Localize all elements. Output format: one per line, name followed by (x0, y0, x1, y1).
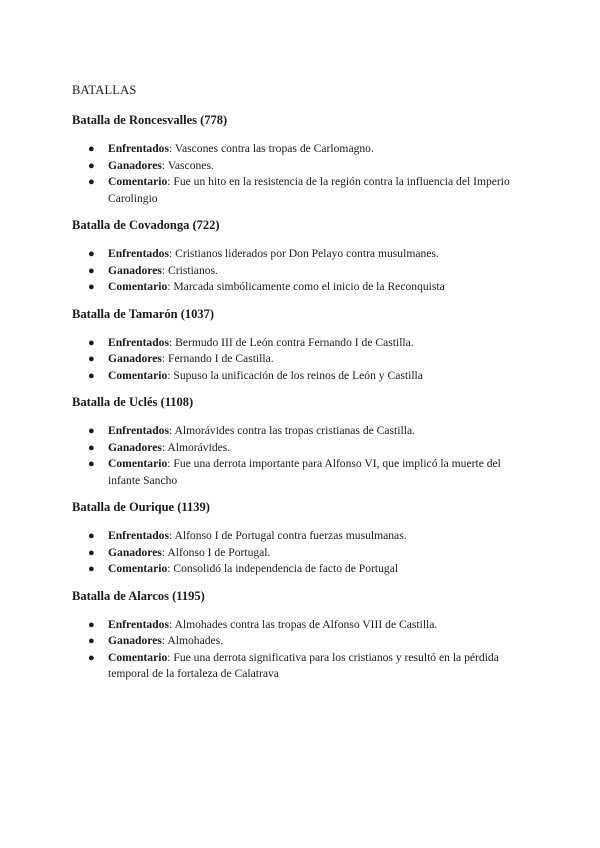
battle-section-roncesvalles (72, 112, 532, 207)
enfrentados-label: Enfrentados (108, 617, 169, 631)
bullet-icon: ● (88, 143, 95, 155)
comentario-label: Comentario (108, 175, 168, 188)
list-item-comentario (72, 650, 532, 683)
bullet-icon: ● (88, 425, 95, 437)
enfrentados-label: Enfrentados (108, 142, 169, 155)
list-item-ganadores (72, 633, 532, 650)
comentario-label: Comentario (108, 368, 168, 382)
battle-details-list (72, 528, 532, 578)
bullet-icon: ● (88, 336, 95, 349)
bullet-icon: ● (88, 563, 95, 575)
list-item-enfrentados (72, 528, 532, 545)
ganadores-value: : Alfonso I de Portugal. (161, 545, 271, 559)
list-item-enfrentados (72, 335, 532, 352)
battle-section-ourique (72, 499, 532, 578)
enfrentados-value: : Bermudo III de León contra Fernando I de Castilla. (169, 335, 414, 349)
enfrentados-value: : Vascones contra las tropas de Carlomagno. (169, 142, 374, 155)
battle-heading: Batalla de Ourique (1139) (72, 500, 210, 514)
bullet-icon: ● (88, 176, 95, 188)
comentario-label: Comentario (108, 650, 168, 664)
bullet-icon: ● (88, 618, 95, 631)
enfrentados-value: : Alfonso I de Portugal contra fuerzas musulmanas. (169, 529, 407, 542)
list-item-comentario (72, 456, 532, 489)
comentario-value: : Consolidó la independencia de facto de Portugal (167, 562, 399, 575)
comentario-value: : Fue una derrota significativa para los cristianos y resultó en la pérdida temporal de la fortaleza de Calatrava (108, 650, 499, 680)
list-item-comentario (72, 279, 532, 296)
comentario-label: Comentario (108, 280, 168, 293)
bullet-icon: ● (88, 264, 95, 277)
list-item-comentario (72, 561, 532, 578)
enfrentados-value: : Almohades contra las tropas de Alfonso VIII de Castilla. (169, 617, 438, 631)
battle-details-list (72, 141, 532, 207)
ganadores-label: Ganadores (108, 352, 162, 365)
comentario-value: : Fue una derrota importante para Alfonso VI, que implicó la muerte del infante Sancho (108, 457, 501, 487)
ganadores-value: : Vascones. (161, 158, 214, 172)
bullet-icon: ● (88, 651, 95, 664)
list-item-ganadores (72, 351, 532, 368)
ganadores-label: Ganadores (108, 545, 162, 559)
ganadores-label: Ganadores (108, 634, 162, 647)
battle-details-list (72, 423, 532, 489)
comentario-value: : Marcada simbólicamente como el inicio de la Reconquista (167, 280, 445, 293)
battle-heading: Batalla de Covadonga (722) (72, 218, 220, 232)
bullet-icon: ● (88, 546, 95, 559)
bullet-icon: ● (88, 248, 95, 260)
ganadores-label: Ganadores (108, 263, 162, 277)
list-item-enfrentados (72, 617, 532, 634)
enfrentados-label: Enfrentados (108, 424, 169, 437)
ganadores-label: Ganadores (108, 440, 162, 454)
comentario-label: Comentario (108, 457, 168, 470)
ganadores-value: : Almohades. (161, 634, 224, 647)
ganadores-value: : Cristianos. (161, 263, 218, 277)
list-item-comentario (72, 368, 532, 385)
comentario-label: Comentario (108, 562, 168, 575)
battle-section-tamaron (72, 306, 532, 385)
battle-heading: Batalla de Uclés (1108) (72, 395, 194, 409)
list-item-enfrentados (72, 246, 532, 263)
list-item-enfrentados (72, 141, 532, 158)
comentario-value: : Fue un hito en la resistencia de la región contra la influencia del Imperio Carolingio (108, 175, 510, 205)
battle-details-list (72, 246, 532, 296)
battle-section-alarcos (72, 588, 532, 683)
battle-details-list (72, 617, 532, 683)
enfrentados-label: Enfrentados (108, 529, 169, 542)
comentario-value: : Supuso la unificación de los reinos de León y Castilla (167, 368, 423, 382)
bullet-icon: ● (88, 441, 95, 454)
bullet-icon: ● (88, 530, 95, 542)
bullet-icon: ● (88, 281, 95, 293)
ganadores-label: Ganadores (108, 158, 162, 172)
ganadores-value: : Almorávides. (161, 440, 231, 454)
battle-section-ucles (72, 394, 532, 489)
bullet-icon: ● (88, 353, 95, 365)
list-item-ganadores (72, 263, 532, 280)
list-item-ganadores (72, 545, 532, 562)
bullet-icon: ● (88, 635, 95, 647)
list-item-comentario (72, 174, 532, 207)
enfrentados-label: Enfrentados (108, 335, 169, 349)
enfrentados-label: Enfrentados (108, 247, 169, 260)
enfrentados-value: : Cristianos liderados por Don Pelayo contra musulmanes. (169, 247, 439, 260)
bullet-icon: ● (88, 458, 95, 470)
document-page (72, 82, 532, 693)
document-title: BATALLAS (72, 83, 137, 97)
enfrentados-value: : Almorávides contra las tropas cristianas de Castilla. (169, 424, 415, 437)
battle-heading: Batalla de Roncesvalles (778) (72, 113, 228, 127)
battle-heading: Batalla de Alarcos (1195) (72, 588, 205, 603)
ganadores-value: : Fernando I de Castilla. (161, 352, 274, 365)
list-item-ganadores (72, 158, 532, 175)
bullet-icon: ● (88, 159, 95, 172)
bullet-icon: ● (88, 369, 95, 382)
battle-details-list (72, 335, 532, 385)
battle-section-covadonga (72, 217, 532, 296)
battle-heading: Batalla de Tamarón (1037) (72, 306, 215, 321)
list-item-enfrentados (72, 423, 532, 440)
list-item-ganadores (72, 440, 532, 457)
